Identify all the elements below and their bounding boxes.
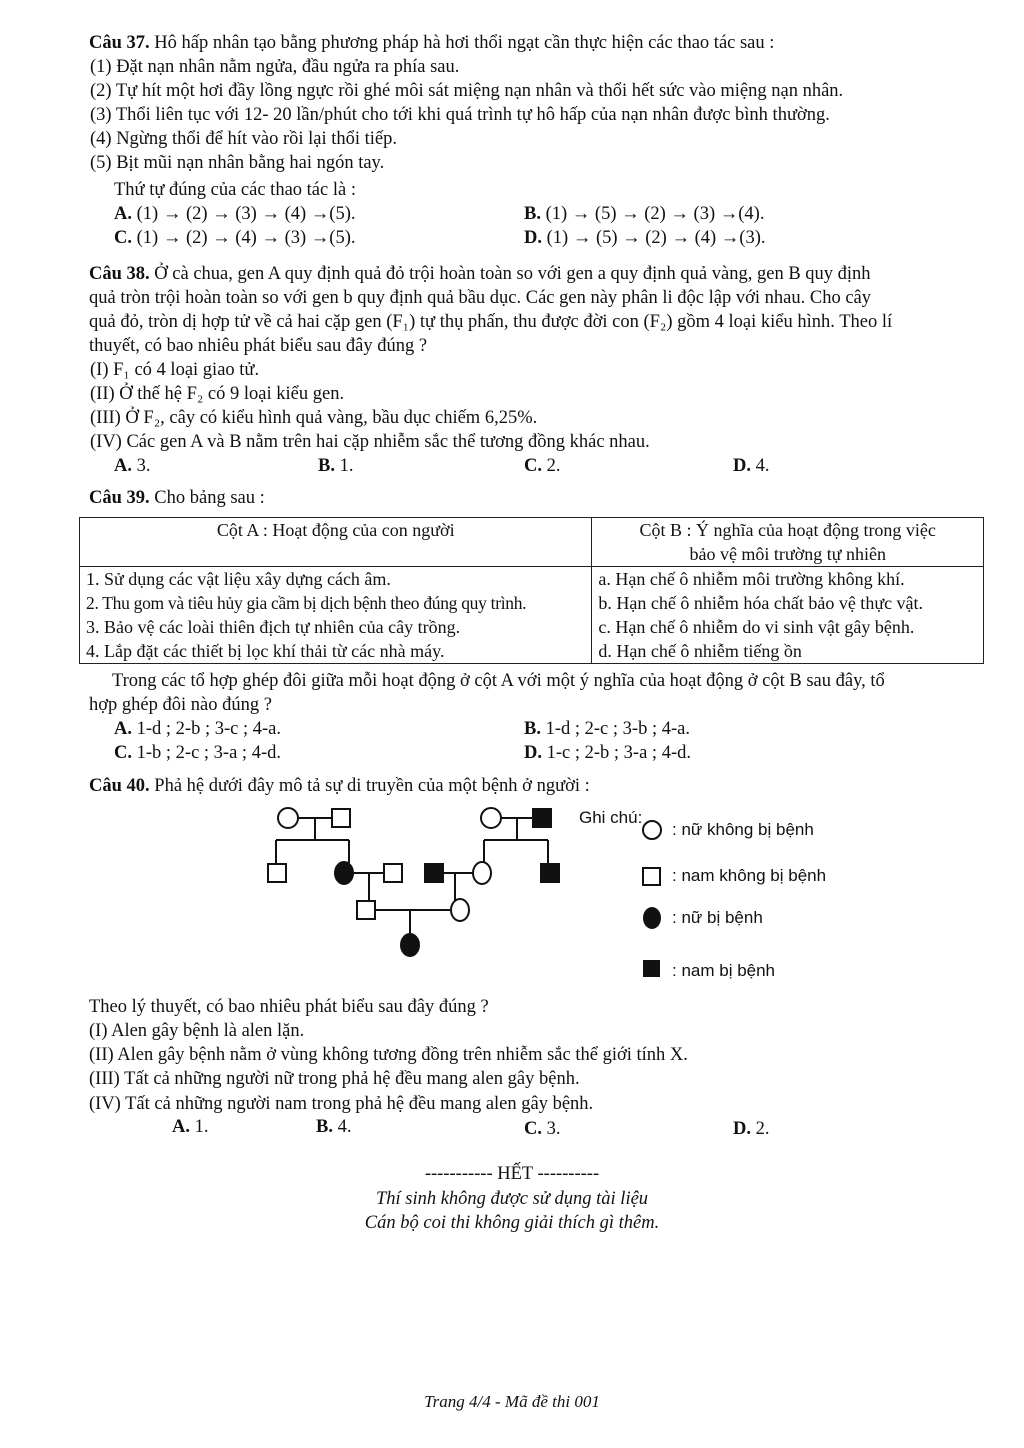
- option-key: B.: [524, 719, 541, 739]
- option-text: (1) → (5) → (2) → (4) →(3).: [542, 228, 766, 248]
- q37-step-1: (1) Đặt nạn nhân nằm ngửa, đầu ngửa ra phía sau.: [90, 57, 460, 77]
- option-key: B.: [316, 1117, 333, 1137]
- q37-option-d[interactable]: [524, 226, 765, 250]
- q39-option-a[interactable]: [114, 717, 281, 741]
- female-unaffected-symbol: [481, 808, 501, 828]
- q38-statement-3: (III) Ở F₂, cây có kiểu hình quả vàng, bầu dục chiếm 6,25%.: [90, 408, 538, 428]
- table-row: [80, 639, 984, 664]
- option-text: (1) → (2) → (4) → (3) →(5).: [132, 228, 356, 248]
- option-text: 1-d ; 2-c ; 3-b ; 4-a.: [540, 719, 690, 739]
- cell-b: b. Hạn chế ô nhiễm hóa chất bảo vệ thực vật.: [592, 591, 984, 615]
- q37-option-a[interactable]: [114, 202, 355, 226]
- option-key: A.: [114, 204, 132, 224]
- option-key: A.: [172, 1117, 190, 1137]
- option-key: C.: [114, 743, 132, 763]
- female-unaffected-symbol: [278, 808, 298, 828]
- option-text: 3.: [132, 456, 151, 476]
- option-text: 1.: [334, 456, 354, 476]
- q40-statement-4: (IV) Tất cả những người nam trong phả hệ đều mang alen gây bệnh.: [89, 1094, 594, 1114]
- cell-b: d. Hạn chế ô nhiễm tiếng ồn: [592, 639, 984, 664]
- option-text: 1-c ; 2-b ; 3-a ; 4-d.: [542, 743, 691, 763]
- female-unaffected-symbol: [451, 899, 469, 921]
- q40-stem-line: [89, 774, 590, 798]
- female-unaffected-symbol: [473, 862, 491, 884]
- col-b-header: [592, 518, 984, 567]
- option-key: C.: [114, 228, 132, 248]
- cell-a: 4. Lắp đặt các thiết bị lọc khí thải từ các nhà máy.: [80, 639, 592, 664]
- table-row: [80, 567, 984, 592]
- q38-stem-1: Ở cà chua, gen A quy định quả đỏ trội hoàn toàn so với gen a quy định quả vàng, gen B quy định: [149, 264, 871, 284]
- q37-step-2: (2) Tự hít một hơi đầy lồng ngực rồi ghé môi sát miệng nạn nhân và thổi hết sức vào miệng nạn nhân.: [90, 81, 844, 101]
- q40-option-b[interactable]: [316, 1115, 351, 1139]
- q40-stem: Phả hệ dưới đây mô tả sự di truyền của một bệnh ở người :: [149, 776, 590, 796]
- male-affected-symbol: [533, 809, 551, 827]
- legend-title: Ghi chú:: [579, 808, 643, 827]
- option-text: 2.: [751, 1119, 770, 1139]
- male-unaffected-symbol: [384, 864, 402, 882]
- q40-statement-2: (II) Alen gây bệnh nằm ở vùng không tương đồng trên nhiễm sắc thể giới tính X.: [89, 1045, 688, 1065]
- q38-line-1: [89, 262, 871, 286]
- q39-option-c[interactable]: [114, 741, 281, 765]
- cell-a: 3. Bảo vệ các loài thiên địch tự nhiên của cây trồng.: [80, 615, 592, 639]
- legend-male-unaffected: : nam không bị bệnh: [672, 866, 827, 885]
- option-key: C.: [524, 456, 542, 476]
- q39-option-b[interactable]: [524, 717, 690, 741]
- legend-female-affected: : nữ bị bệnh: [672, 908, 763, 927]
- option-text: 1-d ; 2-b ; 3-c ; 4-a.: [132, 719, 281, 739]
- q38-option-a[interactable]: [114, 454, 151, 478]
- q38-statement-4: (IV) Các gen A và B nằm trên hai cặp nhiễm sắc thể tương đồng khác nhau.: [90, 432, 650, 452]
- male-affected-symbol: [541, 864, 559, 882]
- option-key: B.: [318, 456, 335, 476]
- q37-title: Câu 37.: [89, 33, 150, 53]
- male-unaffected-symbol: [268, 864, 286, 882]
- table-row: [80, 591, 984, 615]
- legend-male-affected-icon: [641, 958, 663, 980]
- q38-line-3: quả đỏ, tròn dị hợp tử về cả hai cặp gen (F₁) tự thụ phấn, thu được đời con (F₂) gồm 4 loại kiểu hình. Theo lí: [89, 312, 893, 332]
- option-text: 2.: [542, 456, 561, 476]
- legend-female-unaffected-icon: [640, 818, 664, 842]
- col-b-header-line-2: bảo vệ môi trường tự nhiên: [689, 544, 886, 564]
- option-key: B.: [524, 204, 541, 224]
- q38-statement-1: (I) F₁ có 4 loại giao tử.: [90, 360, 260, 380]
- q38-line-4: thuyết, có bao nhiêu phát biểu sau đây đúng ?: [89, 336, 428, 356]
- option-text: 1-b ; 2-c ; 3-a ; 4-d.: [132, 743, 281, 763]
- q40-question: Theo lý thuyết, có bao nhiêu phát biểu sau đây đúng ?: [89, 997, 489, 1017]
- q38-statement-2: (II) Ở thế hệ F₂ có 9 loại kiểu gen.: [90, 384, 345, 404]
- cell-b: a. Hạn chế ô nhiễm môi trường không khí.: [592, 567, 984, 592]
- female-affected-symbol: [401, 934, 419, 956]
- option-key: D.: [524, 743, 542, 763]
- q40-statement-3: (III) Tất cả những người nữ trong phả hệ đều mang alen gây bệnh.: [89, 1069, 580, 1089]
- legend-female-affected-icon: [641, 905, 663, 931]
- legend-male-affected: : nam bị bệnh: [672, 961, 776, 980]
- q38-line-2: quả tròn trội hoàn toàn so với gen b quy định quả bầu dục. Các gen này phân li độc lập với nhau. Cho cây: [89, 288, 872, 308]
- q37-step-5: (5) Bịt mũi nạn nhân bằng hai ngón tay.: [90, 153, 385, 173]
- q40-option-a[interactable]: [172, 1115, 209, 1139]
- q37-prompt: Thứ tự đúng của các thao tác là :: [114, 180, 356, 200]
- end-marker: ----------- HẾT ----------: [424, 1164, 600, 1184]
- q37-step-4: (4) Ngừng thổi để hít vào rồi lại thổi tiếp.: [90, 129, 398, 149]
- option-text: (1) → (5) → (2) → (3) →(4).: [540, 204, 765, 224]
- cell-a: 2. Thu gom và tiêu hủy gia cầm bị dịch bệnh theo đúng quy trình.: [80, 591, 592, 615]
- option-text: 4.: [332, 1117, 352, 1137]
- col-a-header: [80, 518, 592, 567]
- footer-note-1: Thí sinh không được sử dụng tài liệu: [375, 1189, 649, 1209]
- table-row: [80, 615, 984, 639]
- q40-title: Câu 40.: [89, 776, 150, 796]
- male-unaffected-symbol: [332, 809, 350, 827]
- option-key: D.: [733, 456, 751, 476]
- q37-option-c[interactable]: [114, 226, 355, 250]
- q39-after-1: Trong các tổ hợp ghép đôi giữa mỗi hoạt động ở cột A với một ý nghĩa của hoạt động ở cột B sau đây, tổ: [112, 671, 885, 691]
- q39-table: [79, 517, 984, 664]
- q37-stem: Hô hấp nhân tạo bằng phương pháp hà hơi thổi ngạt cần thực hiện các thao tác sau :: [149, 33, 775, 53]
- q39-stem: Cho bảng sau :: [149, 488, 265, 508]
- option-key: D.: [524, 228, 542, 248]
- q38-title: Câu 38.: [89, 264, 150, 284]
- cell-b: c. Hạn chế ô nhiễm do vi sinh vật gây bệnh.: [592, 615, 984, 639]
- col-b-header-line-1: Cột B : Ý nghĩa của hoạt động trong việc: [639, 520, 936, 540]
- option-key: A.: [114, 456, 132, 476]
- q37-step-3: (3) Thổi liên tục với 12- 20 lần/phút cho tới khi quá trình tự hô hấp của nạn nhân được bình thường.: [90, 105, 830, 125]
- legend-female-unaffected: : nữ không bị bệnh: [672, 820, 814, 839]
- legend-male-unaffected-icon: [641, 866, 663, 888]
- q37-option-b[interactable]: [524, 202, 764, 226]
- page-footer: Trang 4/4 - Mã đề thi 001: [424, 1392, 600, 1411]
- q40-statement-1: (I) Alen gây bệnh là alen lặn.: [89, 1021, 305, 1041]
- cell-a: 1. Sử dụng các vật liệu xây dựng cách âm.: [80, 567, 592, 592]
- option-text: 3.: [542, 1119, 561, 1139]
- option-text: (1) → (2) → (3) → (4) →(5).: [132, 204, 356, 224]
- male-unaffected-symbol: [357, 901, 375, 919]
- q38-option-c[interactable]: [524, 454, 561, 478]
- q40-option-d[interactable]: [733, 1117, 770, 1141]
- footer-note-2: Cán bộ coi thi không giải thích gì thêm.: [364, 1213, 660, 1233]
- option-text: 1.: [190, 1117, 209, 1137]
- q39-option-d[interactable]: [524, 741, 691, 765]
- option-key: C.: [524, 1119, 542, 1139]
- option-key: D.: [733, 1119, 751, 1139]
- q39-after-2: hợp ghép đôi nào đúng ?: [89, 695, 272, 715]
- option-key: A.: [114, 719, 132, 739]
- q38-option-d[interactable]: [733, 454, 770, 478]
- q39-stem-line: [89, 486, 265, 510]
- male-affected-symbol: [425, 864, 443, 882]
- female-affected-symbol: [335, 862, 353, 884]
- q40-option-c[interactable]: [524, 1117, 561, 1141]
- q39-title: Câu 39.: [89, 488, 150, 508]
- q38-option-b[interactable]: [318, 454, 353, 478]
- option-text: 4.: [751, 456, 770, 476]
- q37-stem-line: [89, 31, 774, 55]
- col-a-header-text: Cột A : Hoạt động của con người: [216, 520, 455, 540]
